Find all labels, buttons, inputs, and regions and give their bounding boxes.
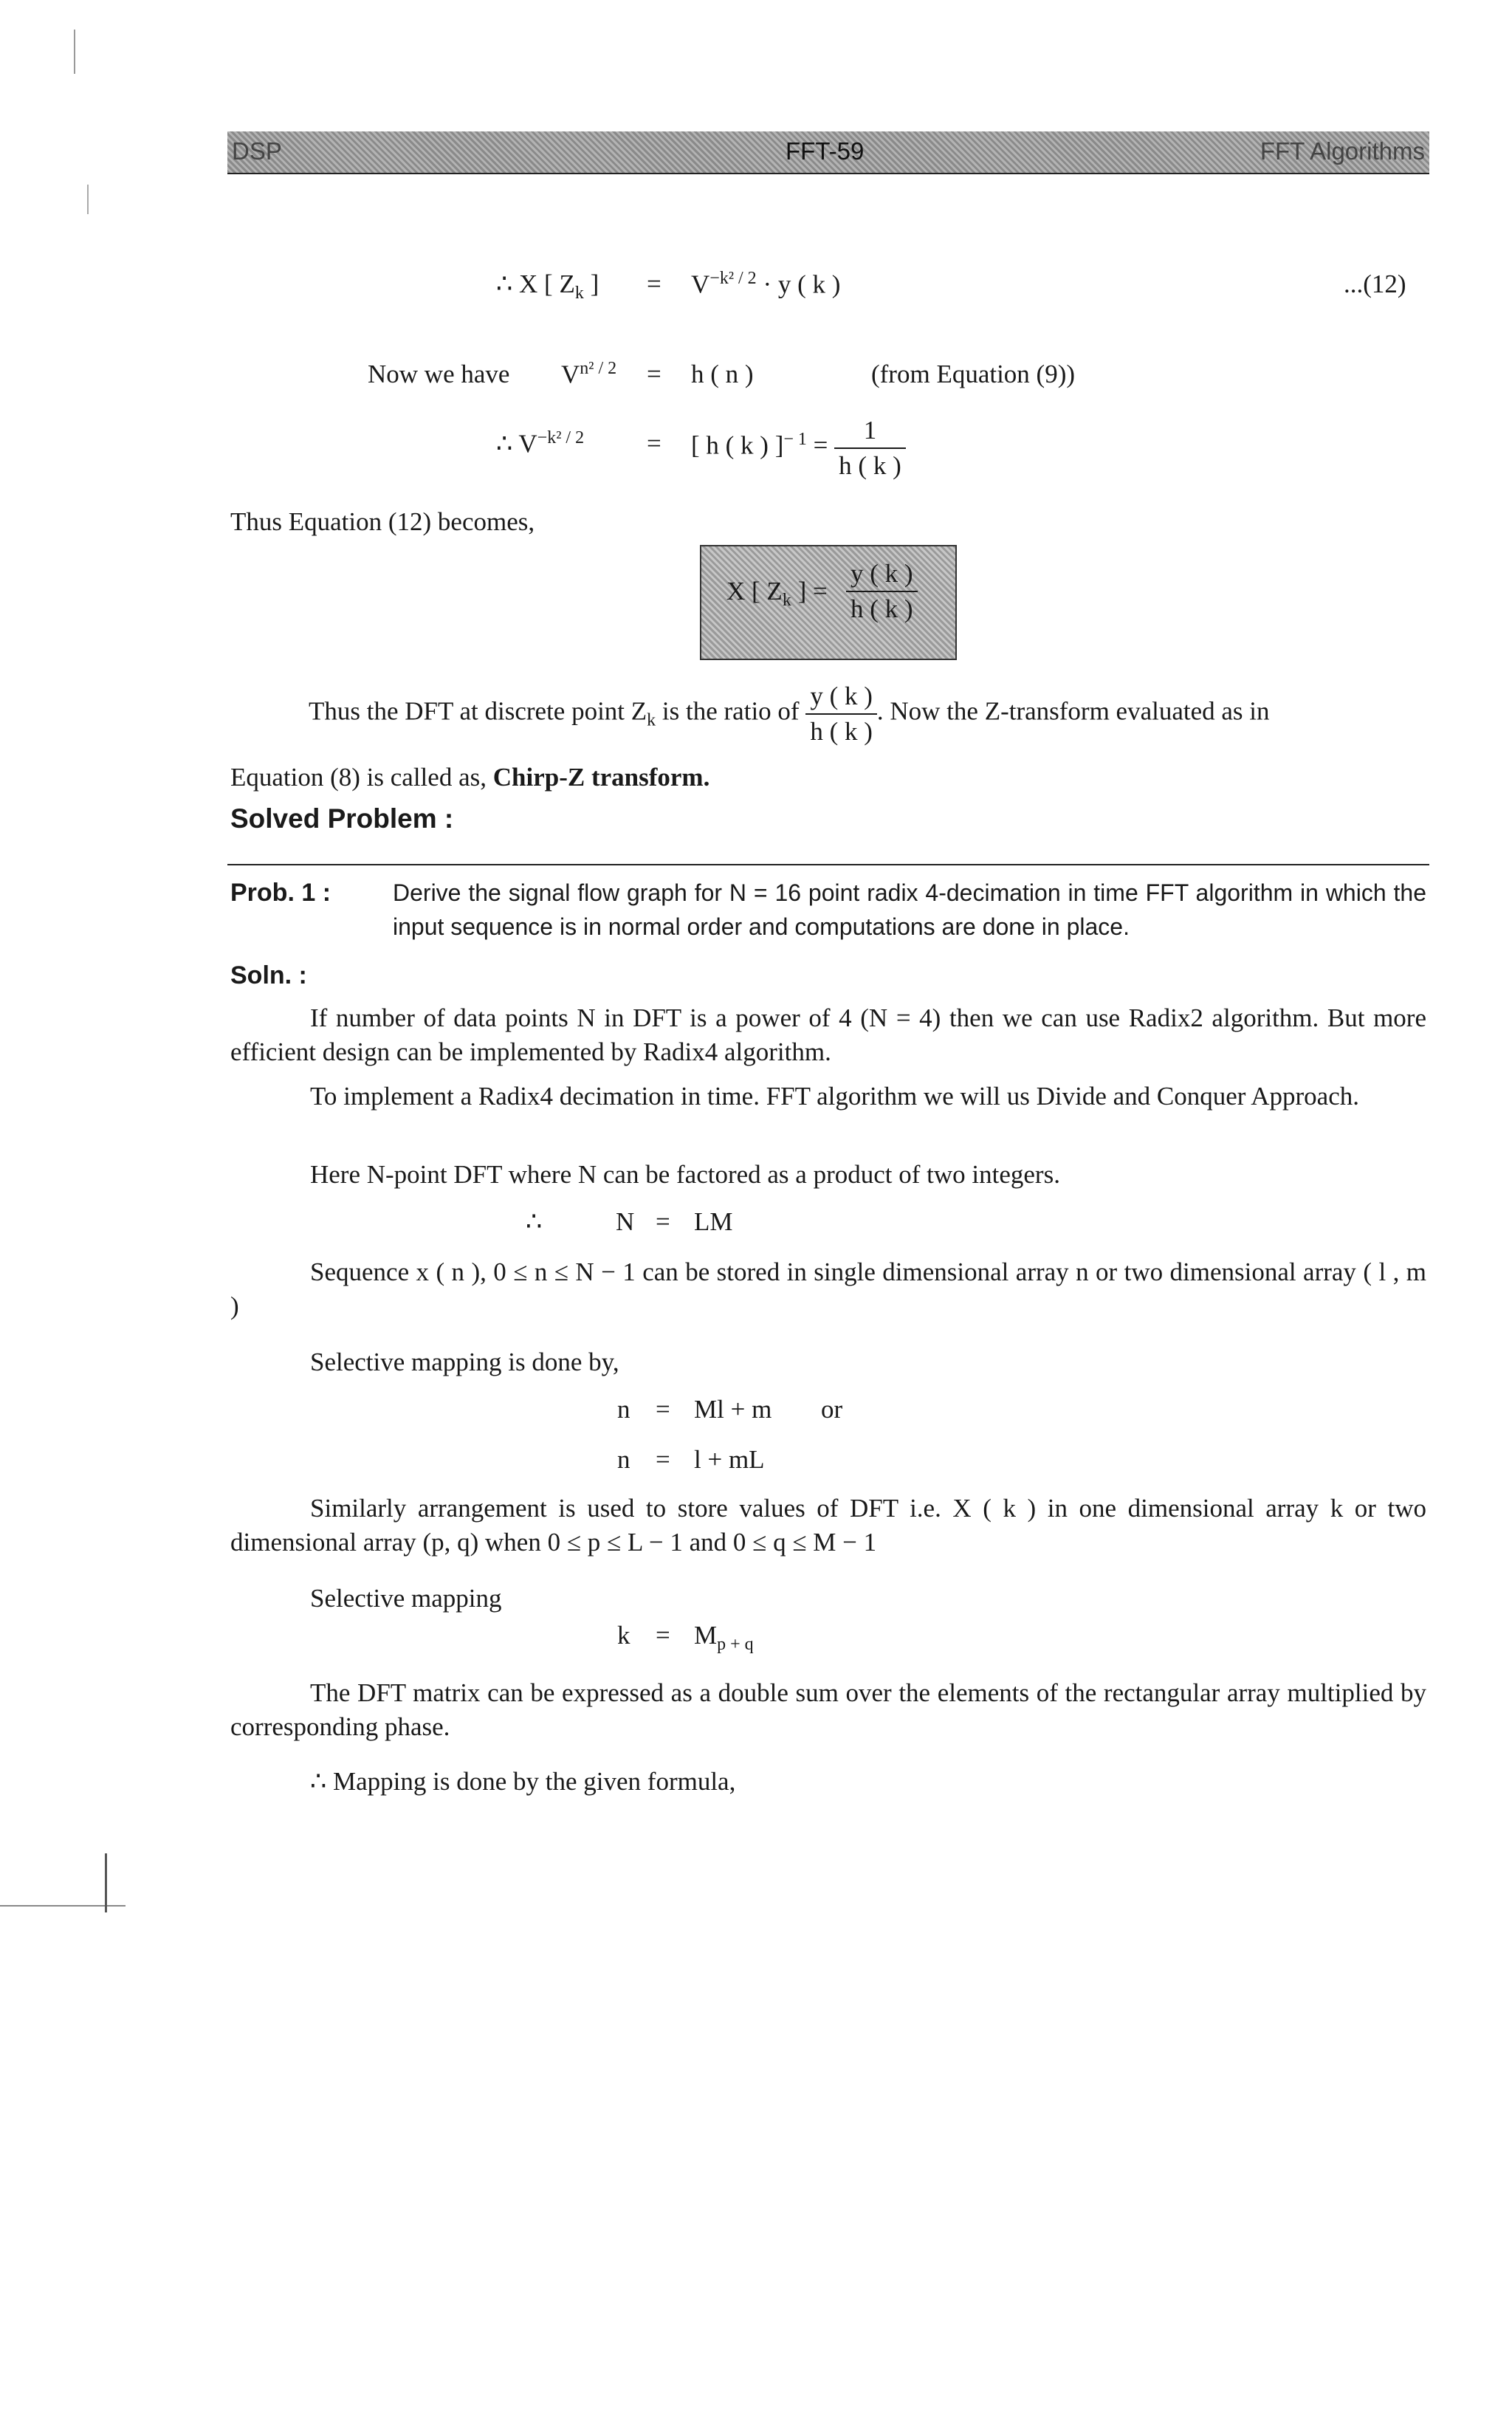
boxed-result: X [ $Z_k$ ] = $\frac{y ( k )}{h ( k )}$ bbox=[700, 545, 957, 660]
paragraph: Selective mapping bbox=[310, 1584, 502, 1613]
now-we-have-label: Now we have bbox=[368, 360, 510, 388]
equation-tag: ...(12) bbox=[1344, 270, 1406, 298]
thus-eq12-text: Thus Equation (12) becomes, bbox=[230, 507, 535, 536]
problem-text: Derive the signal flow graph for N = 16 point radix 4-decimation in time FFT algorithm in which the input sequence is in normal order and computations are done in place. bbox=[393, 879, 1426, 941]
solution-label: Soln. : bbox=[230, 961, 307, 989]
fraction: $\frac{1}{h ( k )}$ bbox=[834, 413, 906, 482]
divider bbox=[227, 864, 1429, 865]
paragraph: Similarly arrangement is used to store values of DFT i.e. X ( k ) in one dimensional array k or two dimensional array (p, q) when 0 ≤ p ≤ L − 1 and 0 ≤ q ≤ M − 1 bbox=[230, 1494, 1426, 1557]
fraction: $\frac{y ( k )}{h ( k )}$ bbox=[805, 679, 877, 748]
problem-label: Prob. 1 : bbox=[230, 879, 331, 907]
solved-problem-heading: Solved Problem : bbox=[230, 803, 454, 834]
equation-reference: (from Equation (9)) bbox=[871, 360, 1076, 388]
paragraph: If number of data points N in DFT is a power of 4 (N = 4) then we can use Radix2 algorithm. But more efficient design can be implemented by Radix4 algorithm. bbox=[230, 1003, 1426, 1066]
paragraph: To implement a Radix4 decimation in time. FFT algorithm we will us Divide and Conquer Approach. bbox=[310, 1082, 1359, 1111]
paragraph: ∴ Mapping is done by the given formula, bbox=[310, 1767, 736, 1796]
scan-mark bbox=[87, 185, 89, 214]
scan-mark bbox=[105, 1853, 107, 1912]
fraction: $\frac{y ( k )}{h ( k )}$ bbox=[846, 557, 918, 625]
paragraph: Here N-point DFT where N can be factored as a product of two integers. bbox=[310, 1160, 1060, 1189]
scan-mark bbox=[74, 30, 75, 74]
paragraph: The DFT matrix can be expressed as a double sum over the elements of the rectangular array multiplied by corresponding phase. bbox=[230, 1678, 1426, 1741]
dft-ratio-line: Thus the DFT at discrete point $Z_k$ is the ratio of $\frac{y ( k )}{h ( k )}$ . Now the Z-transform evaluated as in bbox=[309, 679, 1270, 748]
page-header bbox=[227, 131, 1429, 174]
paragraph: Selective mapping is done by, bbox=[310, 1348, 619, 1376]
header-right: FFT Algorithms bbox=[1260, 137, 1425, 165]
chirp-z-line: Equation (8) is called as, Chirp-Z transform. bbox=[230, 763, 710, 792]
header-left: DSP bbox=[232, 137, 282, 165]
equation-12: ∴ X [ $Z_k$ ] bbox=[496, 270, 599, 303]
page-number: FFT-59 bbox=[786, 137, 865, 165]
paragraph: Sequence x ( n ), 0 ≤ n ≤ N − 1 can be stored in single dimensional array n or two dimensional array ( l , m ) bbox=[230, 1257, 1426, 1320]
